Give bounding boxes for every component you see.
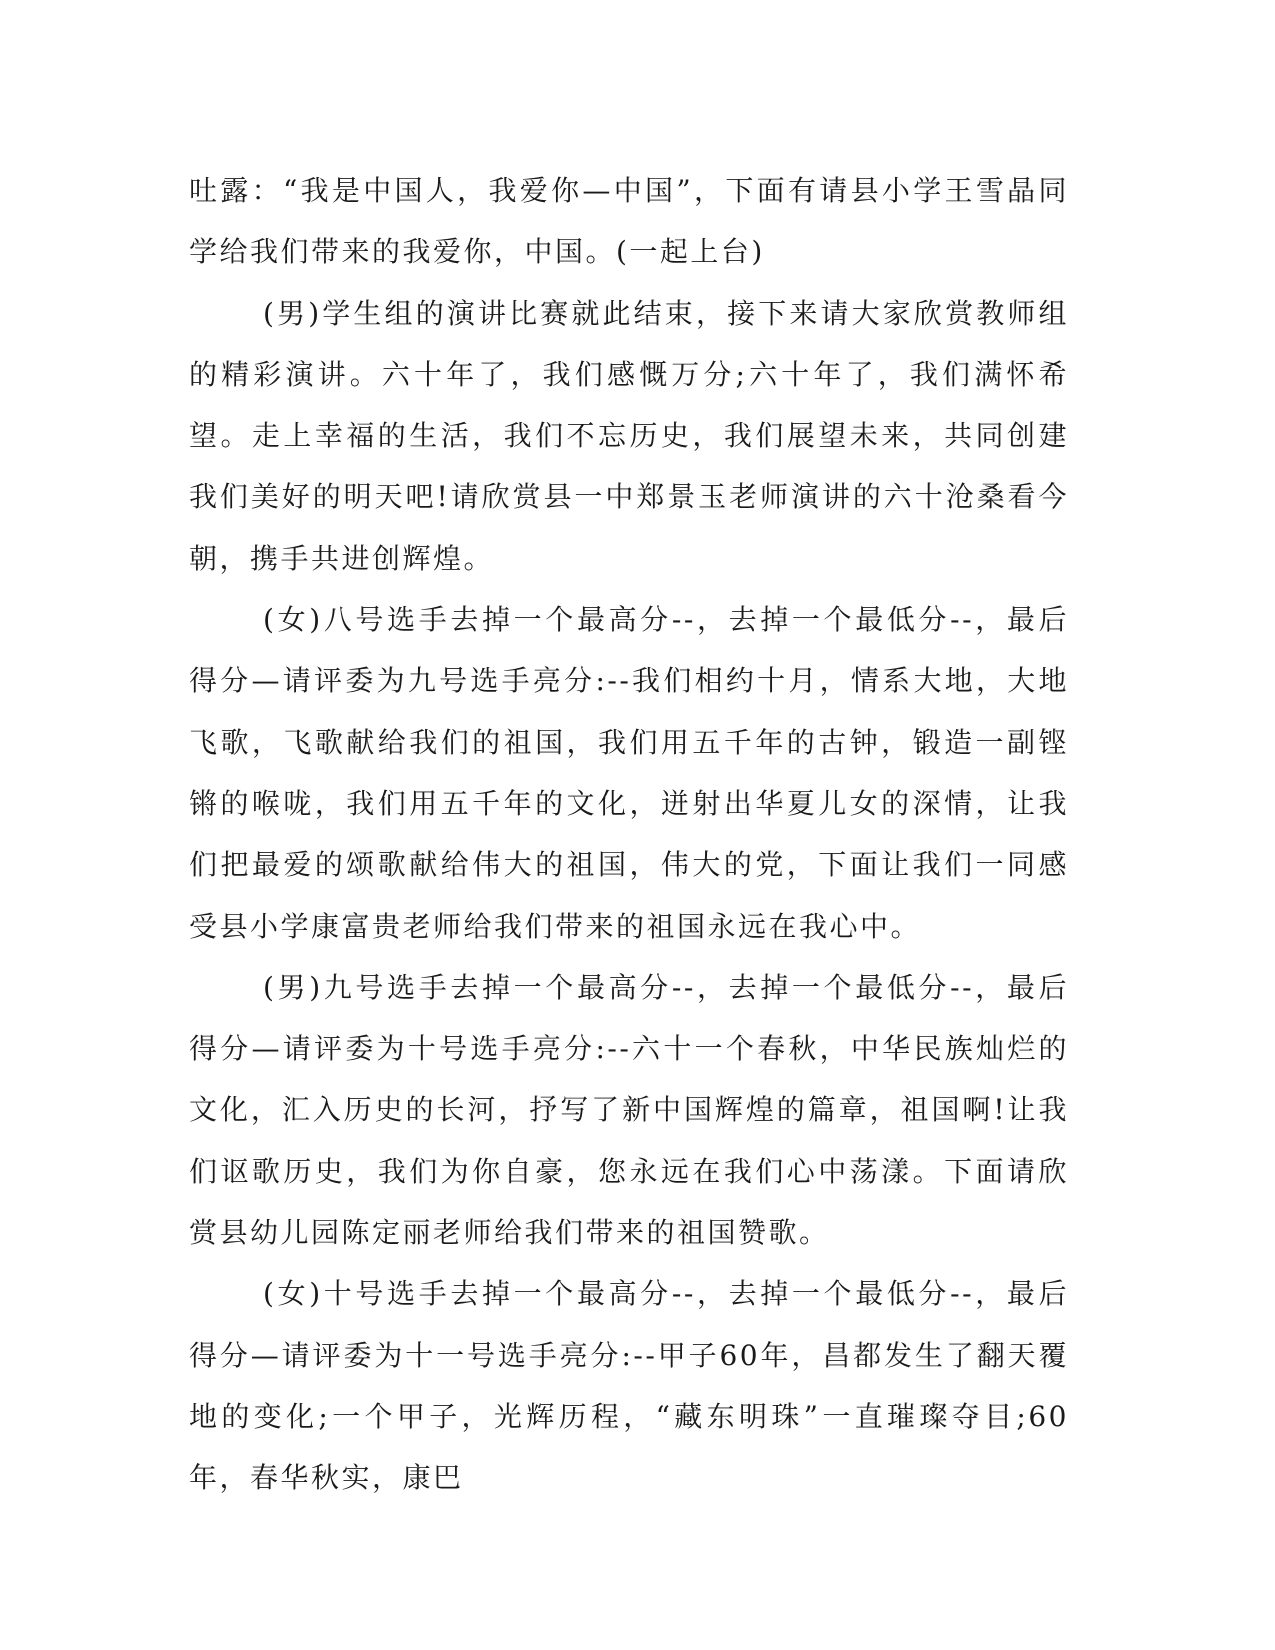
paragraph-3: (女)八号选手去掉一个最高分--，去掉一个最低分--，最后得分—请评委为九号选手亮分:--我们相约十月，情系大地，大地飞歌，飞歌献给我们的祖国，我们用五千年的古钟，锻造一副铿锵的喉咙，我们用五千年的文化，迸射出华夏儿女的深情，让我们把最爱的颂歌献给伟大的祖国，伟大的党，下面让我们一同感受县小学康富贵老师给我们带来的祖国永远在我心中。 [189,603,1069,943]
paragraph-2: (男)学生组的演讲比赛就此结束，接下来请大家欣赏教师组的精彩演讲。六十年了，我们感慨万分;六十年了，我们满怀希望。走上幸福的生活，我们不忘历史，我们展望未来，共同创建我们美好的明天吧!请欣赏县一中郑景玉老师演讲的六十沧桑看今朝，携手共进创辉煌。 [189,296,1069,575]
paragraph-1: 吐露：“我是中国人，我爱你—中国”，下面有请县小学王雪晶同学给我们带来的我爱你，中国。(一起上台) [189,174,1069,269]
paragraph-5: (女)十号选手去掉一个最高分--，去掉一个最低分--，最后得分—请评委为十一号选手亮分:--甲子60年，昌都发生了翻天覆地的变化;一个甲子，光辉历程，“藏东明珠”一直璀璨夺目;60年，春华秋实，康巴 [189,1277,1069,1495]
paragraph-4: (男)九号选手去掉一个最高分--，去掉一个最低分--，最后得分—请评委为十号选手亮分:--六十一个春秋，中华民族灿烂的文化，汇入历史的长河，抒写了新中国辉煌的篇章，祖国啊!让我们讴歌历史，我们为你自豪，您永远在我们心中荡漾。下面请欣赏县幼儿园陈定丽老师给我们带来的祖国赞歌。 [189,970,1069,1250]
document-body [189,160,1069,1509]
